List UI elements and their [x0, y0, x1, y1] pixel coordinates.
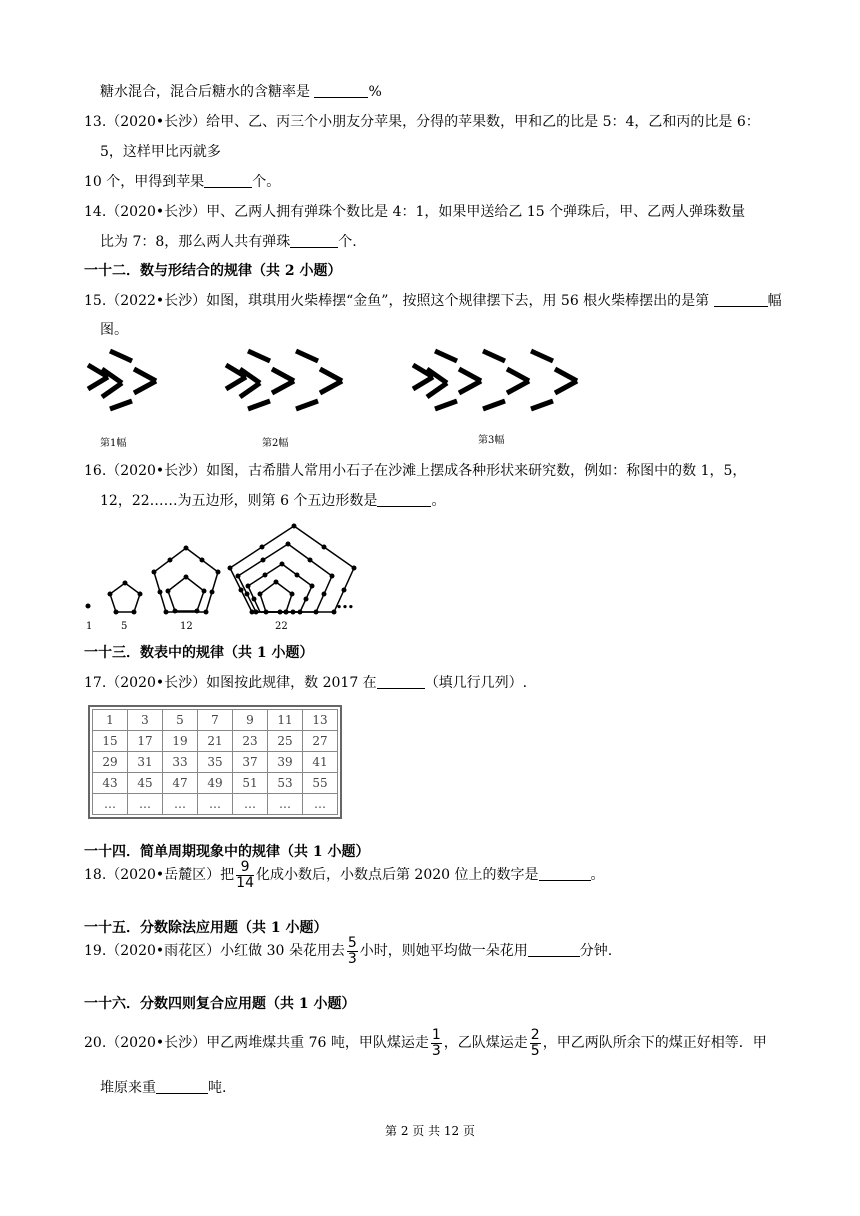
q13-line1: 13.（2020•长沙）给甲、乙、丙三个小朋友分苹果，分得的苹果数，甲和乙的比是 5：4，乙和丙的比是 6：	[84, 114, 760, 130]
table-cell: 11	[268, 710, 303, 731]
fish-caption-2: 第2幅	[262, 438, 289, 449]
q16-answer-blank[interactable]	[377, 492, 431, 507]
table-row	[93, 773, 338, 794]
q13-line2: 5，这样甲比丙就多	[100, 144, 221, 160]
section-heading-12: 一十二．数与形结合的规律（共 2 小题）	[84, 263, 342, 279]
number-table	[88, 705, 342, 819]
q16-line2	[100, 491, 445, 511]
q14-line2	[100, 232, 357, 252]
q20-f2-denominator: 5	[530, 1042, 540, 1059]
q13-text: 10 个，甲得到苹果	[84, 174, 205, 190]
table-cell: 31	[128, 752, 163, 773]
section-heading-16: 一十六．分数四则复合应用题（共 1 小题）	[84, 996, 356, 1012]
q20-f1-numerator: 1	[431, 1026, 441, 1043]
fish-caption-1: 第1幅	[100, 438, 127, 449]
number-grid	[92, 709, 338, 815]
q16-line1: 16.（2020•长沙）如图，古希腊人常用小石子在沙滩上摆成各种形状来研究数，例如：称图中的数 1，5，	[84, 463, 747, 479]
q12-tail-line	[100, 82, 382, 102]
table-row	[93, 752, 338, 773]
table-cell: 17	[128, 731, 163, 752]
q15-unit: 幅	[767, 293, 782, 309]
q20-text4: 堆原来重	[100, 1080, 156, 1096]
q19-unit: 分钟.	[579, 943, 613, 959]
table-cell: 9	[233, 710, 268, 731]
q20-fraction-1	[431, 1028, 442, 1059]
table-cell: 33	[163, 752, 198, 773]
fish-caption-3: 第3幅	[478, 435, 505, 446]
q15-answer-blank[interactable]	[714, 292, 768, 307]
table-row	[93, 794, 338, 815]
pentagon-caption-1: 1	[86, 621, 93, 632]
q20-f2-numerator: 2	[530, 1026, 540, 1043]
table-cell: 7	[198, 710, 233, 731]
q16-text: 12，22……为五边形，则第 6 个五边形数是	[100, 493, 378, 509]
table-cell: …	[303, 794, 338, 815]
table-cell: 27	[303, 731, 338, 752]
pentagon-ellipsis: …	[336, 592, 354, 613]
q20-fraction-2	[530, 1028, 541, 1059]
table-cell: …	[163, 794, 198, 815]
table-cell: 41	[303, 752, 338, 773]
q17-hint: （填几行几列）.	[424, 675, 528, 691]
q19-text2: 小时，则她平均做一朵花用	[359, 943, 528, 959]
table-cell: 1	[93, 710, 128, 731]
table-cell: 13	[303, 710, 338, 731]
q18-numerator: 9	[236, 860, 254, 876]
table-cell: 35	[198, 752, 233, 773]
table-cell: 19	[163, 731, 198, 752]
q14-unit: 个.	[338, 234, 357, 250]
q20-text: 20.（2020•长沙）甲乙两堆煤共重 76 吨，甲队煤运走	[84, 1035, 429, 1051]
q20-text2: ，乙队煤运走	[443, 1035, 528, 1051]
matchstick-fish-figure	[80, 345, 600, 425]
pentagon-caption-22: 22	[275, 621, 288, 632]
q18-fraction	[236, 860, 254, 891]
q14-line1: 14.（2020•长沙）甲、乙两人拥有弹珠个数比是 4：1，如果甲送给乙 15 个弹珠后，甲、乙两人弹珠数量	[84, 204, 746, 220]
q20-answer-blank[interactable]	[156, 1079, 208, 1094]
q19-answer-blank[interactable]	[528, 942, 580, 957]
table-cell: …	[233, 794, 268, 815]
table-cell: 15	[93, 731, 128, 752]
q15-line2: 图。	[100, 322, 128, 338]
q13-unit: 个。	[252, 174, 281, 190]
table-cell: …	[198, 794, 233, 815]
q19-numerator: 5	[347, 934, 357, 951]
q12-answer-blank[interactable]	[314, 83, 368, 98]
q17-text: 17.（2020•长沙）如图按此规律，数 2017 在	[84, 675, 377, 691]
section-heading-14: 一十四．简单周期现象中的规律（共 1 小题）	[84, 844, 370, 860]
q19-fraction	[347, 936, 358, 967]
section-heading-13: 一十三．数表中的规律（共 1 小题）	[84, 645, 314, 661]
q19-line	[84, 933, 612, 969]
table-row	[93, 731, 338, 752]
table-cell: 23	[233, 731, 268, 752]
q18-end: 。	[590, 867, 605, 883]
q18-denominator: 14	[236, 874, 254, 891]
q20-f1-denominator: 3	[431, 1042, 441, 1059]
q20-line2	[100, 1078, 226, 1098]
table-cell: 25	[268, 731, 303, 752]
q13-line3	[84, 172, 280, 192]
table-cell: …	[128, 794, 163, 815]
q17-answer-blank[interactable]	[377, 674, 425, 689]
q12-text: 糖水混合，混合后糖水的含糖率是	[100, 84, 315, 100]
table-cell: 53	[268, 773, 303, 794]
page-footer: 第 2 页 共 12 页	[385, 1124, 475, 1138]
table-cell: 3	[128, 710, 163, 731]
table-cell: …	[93, 794, 128, 815]
table-cell: 43	[93, 773, 128, 794]
table-cell: 51	[233, 773, 268, 794]
table-cell: 47	[163, 773, 198, 794]
q18-text: 18.（2020•岳麓区）把	[84, 867, 235, 883]
table-cell: 49	[198, 773, 233, 794]
q18-text2: 化成小数后，小数点后第 2020 位上的数字是	[255, 867, 539, 883]
table-cell: 45	[128, 773, 163, 794]
table-cell: 37	[233, 752, 268, 773]
table-cell: …	[268, 794, 303, 815]
table-row	[93, 710, 338, 731]
q15-text: 15.（2022•长沙）如图，琪琪用火柴棒摆“金鱼”，按照这个规律摆下去，用 56 根火柴棒摆出的是第	[84, 293, 714, 309]
fish-3	[413, 351, 577, 409]
q20-text3: ，甲乙两队所余下的煤正好相等．甲	[542, 1035, 767, 1051]
q13-answer-blank[interactable]	[204, 173, 252, 188]
q18-line	[84, 857, 605, 893]
q16-unit: 。	[431, 493, 446, 509]
q18-answer-blank[interactable]	[539, 866, 591, 881]
table-cell: 55	[303, 773, 338, 794]
q17-line	[84, 673, 527, 693]
fish-1	[88, 351, 156, 409]
section-heading-15: 一十五．分数除法应用题（共 1 小题）	[84, 920, 328, 936]
pentagonal-numbers-figure	[80, 518, 370, 618]
q14-text: 比为 7：8，那么两人共有弹珠	[100, 234, 291, 250]
q20-line1	[84, 1023, 767, 1063]
pentagon-caption-12: 12	[180, 621, 193, 632]
pentagon-caption-5: 5	[121, 621, 128, 632]
q12-unit: %	[368, 84, 382, 100]
fish-2	[226, 351, 342, 409]
q14-answer-blank[interactable]	[290, 233, 338, 248]
table-cell: 29	[93, 752, 128, 773]
q15-line1	[84, 291, 782, 311]
table-cell: 39	[268, 752, 303, 773]
q20-unit: 吨.	[208, 1080, 227, 1096]
table-cell: 5	[163, 710, 198, 731]
table-cell: 21	[198, 731, 233, 752]
q19-denominator: 3	[347, 950, 357, 967]
q19-text: 19.（2020•雨花区）小红做 30 朵花用去	[84, 943, 345, 959]
